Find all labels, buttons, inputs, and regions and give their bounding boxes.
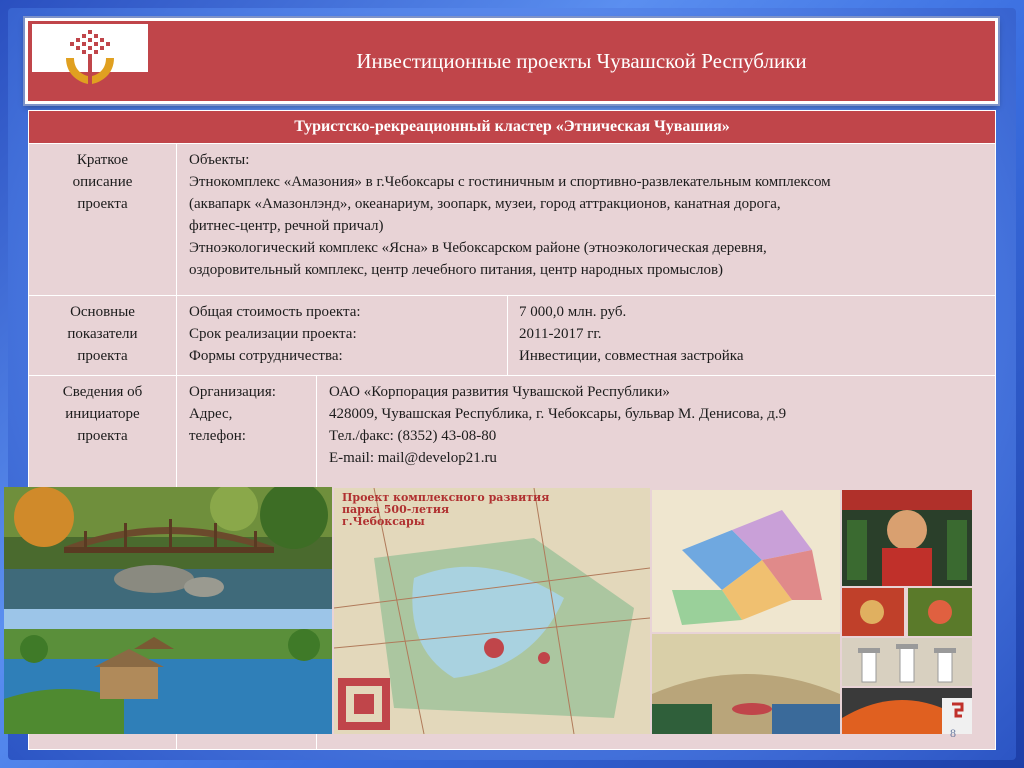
indicators-values: 7 000,0 млн. руб. 2011-2017 гг. Инвестиции, совместная застройка [519,304,744,364]
column-divider [507,295,508,375]
initiator-values: ОАО «Корпорация развития Чувашской Республики» 428009, Чувашская Республика, г. Чебоксары, бульвар М. Денисова, д.9 Тел./факс: (8352) 43-08-80 E-mail: mail@develop21.ru [329,384,787,466]
amazonia-render [652,634,840,734]
park-500-map [334,488,650,734]
monument-photo [842,638,972,686]
lake-resort-photo [4,609,332,734]
map-caption: Проект комплексного развития парка 500-летия г.Чебоксары [342,491,550,528]
bridge-photo [4,487,332,609]
initiator-keys: Организация: Адрес, телефон: [189,384,276,444]
page-number: 8 [950,726,956,740]
chuvash-art-portrait [842,490,972,586]
description-text: Объекты: Этнокомплекс «Амазония» в г.Чебоксары с гостиничным и спортивно-развлекательным комплексом (аквапарк «Амазонлэнд», океанариум, зоопарк, музеи, город аттракционов, канатная дорога, фитнес-центр, речной причал) Этноэкологический комплекс «Ясна» в Чебоксарском районе (этноэкологическая деревня, оздоровительный комплекс, центр лечебного питания, центр народных промыслов) [189,152,831,278]
table-heading: Туристско-рекреационный кластер «Этническая Чувашия» [29,111,995,144]
header-bar [25,18,998,104]
row-divider [29,295,995,296]
zoning-map [652,490,840,632]
initiator-label: Сведения об инициаторе проекта [62,384,143,444]
indicators-label: Основные показатели проекта [67,304,138,364]
page-title: Инвестиционные проекты Чувашской Республики [356,49,807,73]
indicators-keys: Общая стоимость проекта: Срок реализации проекта: Формы сотрудничества: [189,304,361,364]
chuvashia-emblem-logo [32,24,148,100]
row-divider [29,375,995,376]
art-panels [842,588,972,636]
description-label: Краткое описание проекта [72,152,133,212]
